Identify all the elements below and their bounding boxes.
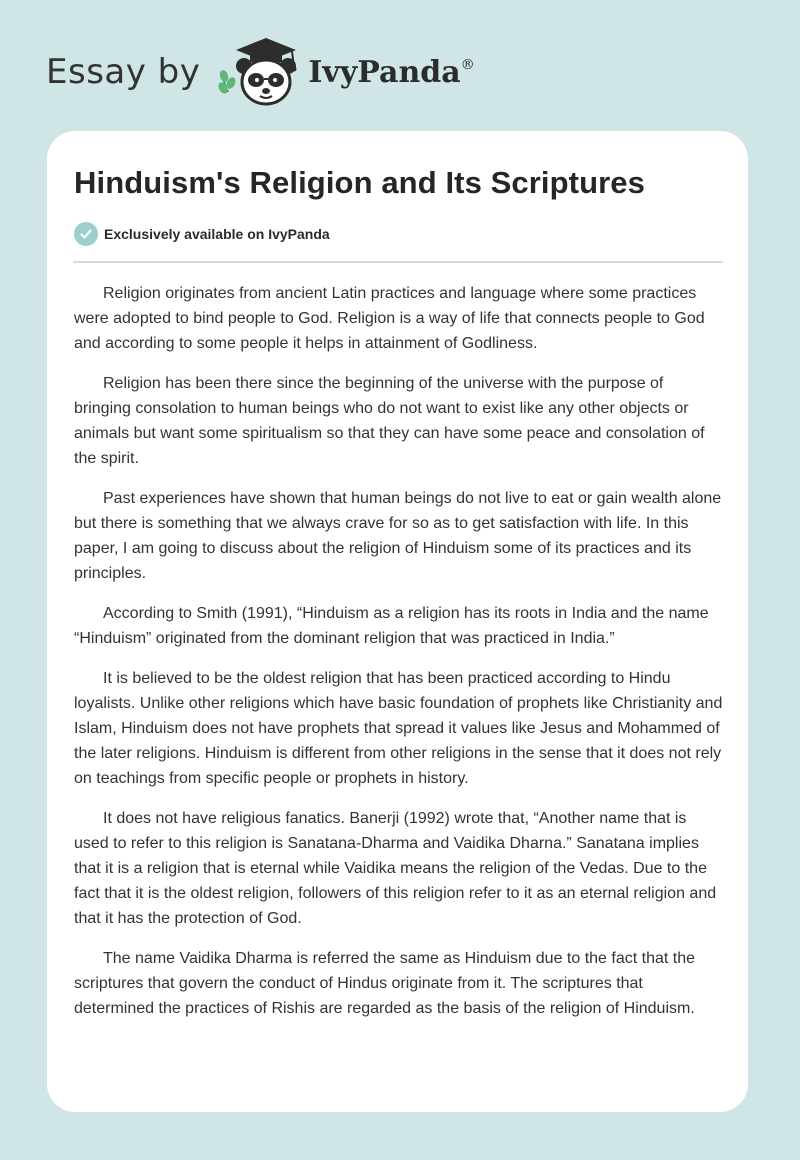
exclusive-badge [74, 222, 330, 246]
registered-mark: ® [460, 56, 475, 73]
paragraph: It is believed to be the oldest religion that has been practiced according to Hindu loyalists. Unlike other religions which have basic foundation of prophets like Christianity and Islam, Hinduism does not have prophets that spread it values like Jesus and Mohammed of the later religions. Hinduism is different from other religions in the sense that it does not rely on teachings from specific people or prophets in history. [74, 670, 723, 787]
paragraph: Past experiences have shown that human beings do not live to eat or gain wealth alone but there is something that we always crave for so as to get satisfaction with life. In this paper, I am going to discuss about the religion of Hinduism some of its practices and its principles. [74, 490, 722, 582]
essay-body [74, 281, 724, 1036]
paragraph: Religion originates from ancient Latin practices and language where some practices were adopted to bind people to God. Religion is a way of life that connects people to God and according to some people it helps in attainment of Godliness. [74, 285, 705, 352]
essay-by-label: Essay by [46, 52, 201, 92]
brand-text: IvyPanda [308, 54, 461, 90]
essay-card [47, 131, 748, 1112]
paragraph: Religion has been there since the beginning of the universe with the purpose of bringing consolation to human beings who do not want to exist like any other objects or animals but want some spiritualism so that they can have some peace and consolation of the spirit. [74, 375, 705, 467]
divider [73, 261, 723, 263]
paragraph: It does not have religious fanatics. Banerji (1992) wrote that, “Another name that is used to refer to this religion is Sanatana-Dharma and Vaidika Dharna.” Sanatana implies that it is a religion that is eternal while Vaidika means the religion of the Vedas. Due to the fact that it is the oldest religion, followers of this religion refer to it as an eternal religion and that it has the protection of God. [74, 810, 717, 927]
check-icon [74, 222, 98, 246]
exclusive-badge-text: Exclusively available on IvyPanda [104, 226, 330, 242]
brand-name [308, 55, 474, 90]
paragraph: According to Smith (1991), “Hinduism as a religion has its roots in India and the name “Hinduism” originated from the dominant religion that was practiced in India.” [74, 605, 709, 647]
paragraph: The name Vaidika Dharma is referred the same as Hinduism due to the fact that the scriptures that govern the conduct of Hindus originate from it. The scriptures that determined the practices of Rishis are regarded as the basis of the religion of Hinduism. [74, 950, 695, 1017]
site-header [46, 36, 475, 108]
page-title: Hinduism's Religion and Its Scriptures [74, 165, 645, 200]
panda-logo-icon [214, 36, 306, 108]
